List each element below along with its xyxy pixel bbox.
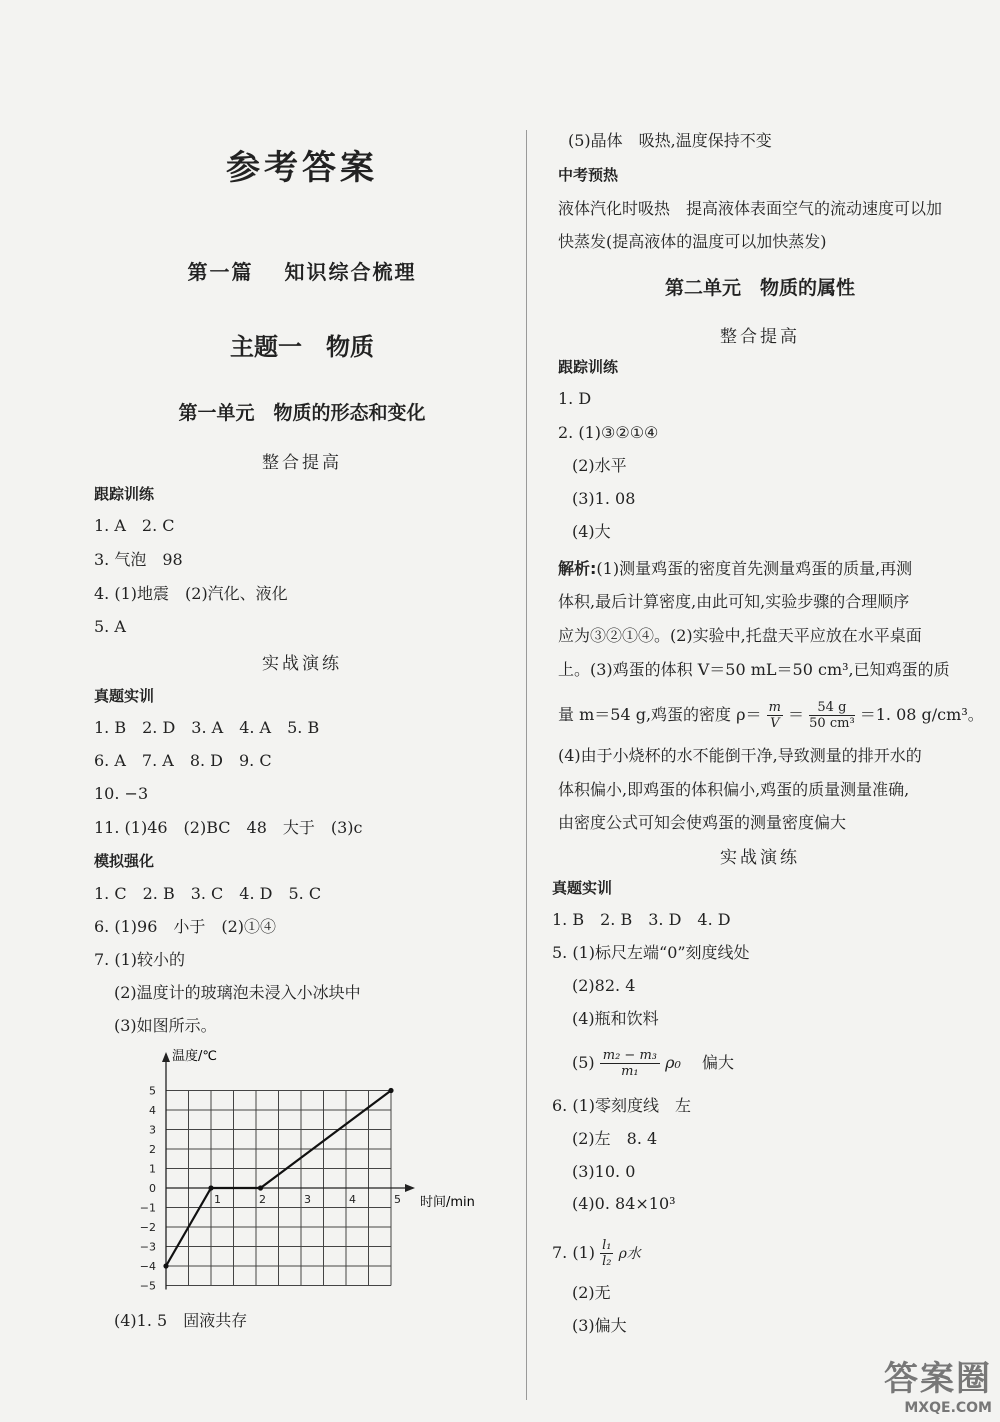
answer-line: 10. −3 [94, 784, 149, 803]
answer-line: 1. B 2. B 3. D 4. D [552, 910, 731, 929]
temperature-time-chart [120, 1040, 500, 1300]
data-point [163, 1263, 168, 1268]
y-tick-label: −1 [139, 1201, 156, 1215]
answer-formula-line [552, 1238, 641, 1269]
subsection-label: 中考预热 [558, 166, 619, 184]
subsection-label: 跟踪训练 [558, 358, 619, 376]
y-tick-label: 3 [149, 1123, 156, 1137]
part-heading: 第一篇 知识综合梳理 [187, 260, 417, 284]
fraction [767, 700, 783, 731]
fraction-numerator: 54 g [809, 700, 855, 716]
answer-line: 快蒸发(提高液体的温度可以加快蒸发) [558, 232, 827, 251]
y-tick-label: −2 [139, 1221, 156, 1234]
answer-line: 5. (1)标尺左端“0”刻度线处 [552, 943, 750, 962]
analysis-line: 体积,最后计算密度,由此可知,实验步骤的合理顺序 [558, 592, 910, 611]
page-title: 参考答案 [226, 148, 378, 188]
y-tick-label: −4 [139, 1260, 156, 1273]
x-tick-label: 5 [394, 1193, 401, 1206]
fraction-numerator: m [768, 700, 781, 715]
subsection-label: 模拟强化 [94, 852, 155, 870]
rho-symbol: ρ₀ [665, 1053, 681, 1072]
answer-line: (2)82. 4 [572, 976, 636, 995]
analysis-text: 量 m＝54 g,鸡蛋的密度 ρ＝ [558, 705, 762, 724]
x-tick-label: 2 [259, 1193, 266, 1206]
theme-heading: 主题一 物质 [230, 333, 374, 361]
section-heading: 整合提高 [720, 327, 800, 347]
answer-line: (4)瓶和饮料 [572, 1009, 659, 1028]
section-heading: 实战演练 [262, 654, 342, 674]
analysis-text: ＝1. 08 g/cm³。 [859, 705, 984, 724]
answer-text: 偏大 [686, 1053, 735, 1072]
answer-line: (4)0. 84×10³ [572, 1194, 676, 1213]
answer-line: (2)左 8. 4 [572, 1129, 658, 1148]
analysis-line: 上。(3)鸡蛋的体积 V＝50 mL＝50 cm³,已知鸡蛋的质 [558, 660, 950, 679]
fraction [600, 1238, 613, 1269]
watermark-url: MXQE.COM [904, 1400, 992, 1416]
data-point [258, 1185, 263, 1190]
answer-line: (4)1. 5 固液共存 [114, 1311, 248, 1330]
answer-formula-line [572, 1048, 734, 1079]
answer-line: (2)水平 [572, 456, 627, 475]
answer-line: 液体汽化时吸热 提高液体表面空气的流动速度可以加 [558, 199, 943, 218]
y-tick-label: 1 [149, 1162, 156, 1176]
analysis-label: 解析: [558, 559, 597, 578]
answer-line: (5)晶体 吸热,温度保持不变 [568, 131, 772, 150]
answer-line: 6. A 7. A 8. D 9. C [94, 751, 272, 770]
column-divider [526, 130, 527, 1400]
fraction-denominator: 50 cm³ [809, 716, 855, 731]
y-tick-label: 0 [149, 1182, 156, 1195]
answer-line: 6. (1)零刻度线 左 [552, 1096, 692, 1115]
y-tick-label: −3 [139, 1240, 156, 1254]
analysis-line: 体积偏小,即鸡蛋的体积偏小,鸡蛋的质量测量准确, [558, 780, 910, 799]
fraction-numerator: l₁ [602, 1238, 612, 1253]
fraction [809, 700, 855, 731]
y-tick-label: 4 [149, 1104, 156, 1117]
section-heading: 整合提高 [262, 453, 342, 473]
answer-line: 6. (1)96 小于 (2)①④ [94, 917, 277, 936]
fraction-numerator: m₂ − m₃ [600, 1048, 660, 1064]
answer-line: 1. D [558, 389, 592, 408]
answer-line: (2)温度计的玻璃泡未浸入小冰块中 [114, 983, 361, 1002]
y-tick-label: −5 [139, 1279, 156, 1293]
data-point [388, 1088, 393, 1093]
answer-line: 2. (1)③②①④ [558, 423, 659, 442]
analysis-line: 应为③②①④。(2)实验中,托盘天平应放在水平桌面 [558, 626, 922, 645]
unit-heading: 第一单元 物质的形态和变化 [178, 402, 426, 424]
subsection-label: 真题实训 [94, 687, 155, 705]
fraction-denominator: l₂ [602, 1254, 612, 1269]
answer-line: (3)10. 0 [572, 1162, 636, 1181]
site-watermark-logo [884, 1351, 992, 1416]
chart-axes [162, 1052, 415, 1290]
y-axis-arrow [162, 1052, 170, 1062]
answer-line: (2)无 [572, 1283, 611, 1302]
answer-line: (3)偏大 [572, 1316, 627, 1335]
data-point [208, 1185, 213, 1190]
fraction-denominator: V [770, 716, 780, 731]
unit-heading: 第二单元 物质的属性 [664, 277, 855, 299]
equals-sign: ＝ [788, 705, 805, 724]
fraction-denominator: m₁ [621, 1064, 639, 1079]
analysis-line: 由密度公式可知会使鸡蛋的测量密度偏大 [558, 813, 847, 832]
x-axis-arrow [405, 1184, 415, 1192]
rho-symbol: ρ水 [618, 1246, 641, 1262]
section-heading: 实战演练 [720, 848, 800, 868]
y-tick-label: 2 [149, 1143, 156, 1156]
y-tick-label: 5 [149, 1084, 156, 1098]
answer-line: 1. C 2. B 3. C 4. D 5. C [94, 884, 322, 903]
x-axis-label: 时间/min [420, 1195, 475, 1210]
answer-line: 7. (1)较小的 [94, 950, 186, 969]
subsection-label: 跟踪训练 [94, 485, 155, 503]
answer-line: (4)大 [572, 522, 611, 541]
answer-text: (5) [572, 1053, 595, 1072]
answer-line: 1. B 2. D 3. A 4. A 5. B [94, 718, 320, 737]
subsection-label: 真题实训 [552, 879, 613, 897]
answer-text: 7. (1) [552, 1243, 596, 1262]
answer-line: 4. (1)地震 (2)汽化、液化 [94, 584, 288, 603]
analysis-text: (1)测量鸡蛋的密度首先测量鸡蛋的质量,再测 [596, 559, 913, 578]
answer-line: 5. A [94, 617, 126, 636]
watermark-text: 答案圈 [884, 1359, 992, 1399]
answer-line: 11. (1)46 (2)BC 48 大于 (3)c [94, 818, 363, 837]
answer-line: (3)如图所示。 [114, 1016, 217, 1035]
answer-line: (3)1. 08 [572, 489, 636, 508]
analysis-line: (4)由于小烧杯的水不能倒干净,导致测量的排开水的 [558, 746, 922, 765]
answer-line: 3. 气泡 98 [94, 550, 183, 569]
answer-line: 1. A 2. C [94, 516, 175, 535]
fraction [600, 1048, 660, 1079]
y-axis-label: 温度/℃ [172, 1049, 217, 1064]
analysis-line [558, 559, 912, 579]
x-tick-label: 4 [349, 1193, 356, 1206]
x-tick-label: 3 [304, 1193, 311, 1206]
x-tick-label: 1 [214, 1193, 221, 1206]
analysis-formula-line [558, 700, 984, 731]
